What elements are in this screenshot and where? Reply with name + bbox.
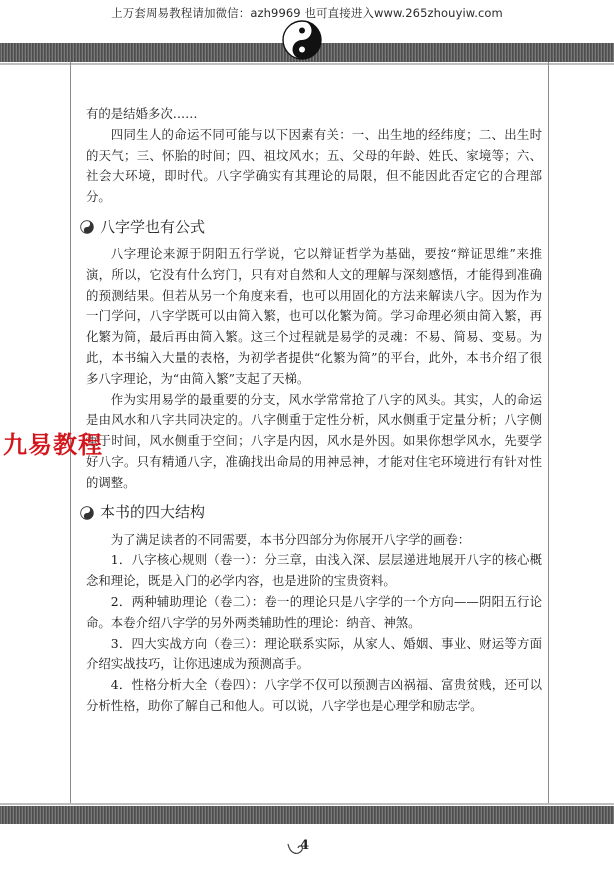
- list-item: 4．性格分析大全（卷四）：八字学不仅可以预测吉凶祸福、富贵贫贱，还可以分析性格，助你了解自己和他人。可以说，八字学也是心理学和励志学。: [86, 677, 542, 713]
- intro-line: 有的是结婚多次……: [86, 106, 198, 121]
- section-heading-formula: [80, 214, 542, 240]
- page-footer: [286, 838, 326, 862]
- yin-yang-bullet-icon: [80, 220, 94, 234]
- page-body: [86, 104, 542, 717]
- section-heading-structure: [80, 500, 542, 526]
- section-title: 本书的四大结构: [100, 503, 206, 522]
- footer-band: [0, 806, 614, 824]
- paragraph: 八字理论来源于阴阳五行学说，它以辩证哲学为基础，要按“辩证思维”来推演，所以，它没有什么窍门，只有对自然和人文的理解与深刻感悟，才能得到准确的预测结果。但若从另一个角度来看，也可以用固化的方法来解读八字。因为作为一门学问，八字学既可以由简入繁，也可以化繁为简。学习命理必须由简入繁，再化繁为简，最后再由简入繁。这三个过程就是易学的灵魂：不易、简易、变易。为此，本书编入大量的表格，为初学者提供“化繁为简”的平台，此外，本书介绍了很多八字理论，为“由简入繁”支起了天梯。: [86, 245, 542, 386]
- list-item: 3．四大实战方向（卷三）：理论联系实际，从家人、婚姻、事业、财运等方面介绍实战技巧，让你迅速成为预测高手。: [86, 635, 542, 672]
- page-frame-right: [548, 62, 549, 804]
- section-title: 八字学也有公式: [100, 217, 206, 236]
- list-item: 2．两种辅助理论（卷二）：卷一的理论只是八字学的一个方向——阴阳五行论命。本卷介绍八字学的另外两类辅助性的理论：纳音、神煞。: [86, 593, 542, 630]
- top-watermark-note: 上万套周易教程请加微信：azh9969 也可直接进入www.265zhouyiw.com: [111, 6, 503, 20]
- page-number: 4: [300, 838, 310, 853]
- red-watermark: 九易教程: [3, 431, 103, 459]
- yin-yang-icon: [282, 20, 322, 60]
- paragraph: 作为实用易学的最重要的分支，风水学常常抢了八字的风头。其实，人的命运是由风水和八字共同决定的。八字侧重于定性分析，风水侧重于定量分析；八字侧重于时间，风水侧重于空间；八字是内因，风水是外因。如果你想学风水，先要学好八字。只有精通八字，准确找出命局的用神忌神，才能对住宅环境进行有针对性的调整。: [86, 391, 542, 490]
- yin-yang-bullet-icon: [80, 506, 94, 520]
- paragraph: 为了满足读者的不同需要，本书分四部分为你展开八字学的画卷：: [110, 531, 471, 547]
- intro-paragraph: 四同生人的命运不同可能与以下因素有关：一、出生地的经纬度；二、出生时的天气；三、怀胎的时间；四、祖坟风水；五、父母的年龄、姓氏、家境等；六、社会大环境，即时代。八字学确实有其理论的局限，但不能因此否定它的合理部分。: [86, 126, 542, 205]
- list-item: 1．八字核心规则（卷一）：分三章，由浅入深、层层递进地展开八字的核心概念和理论，既是入门的必学内容，也是进阶的宝贵资料。: [86, 552, 542, 589]
